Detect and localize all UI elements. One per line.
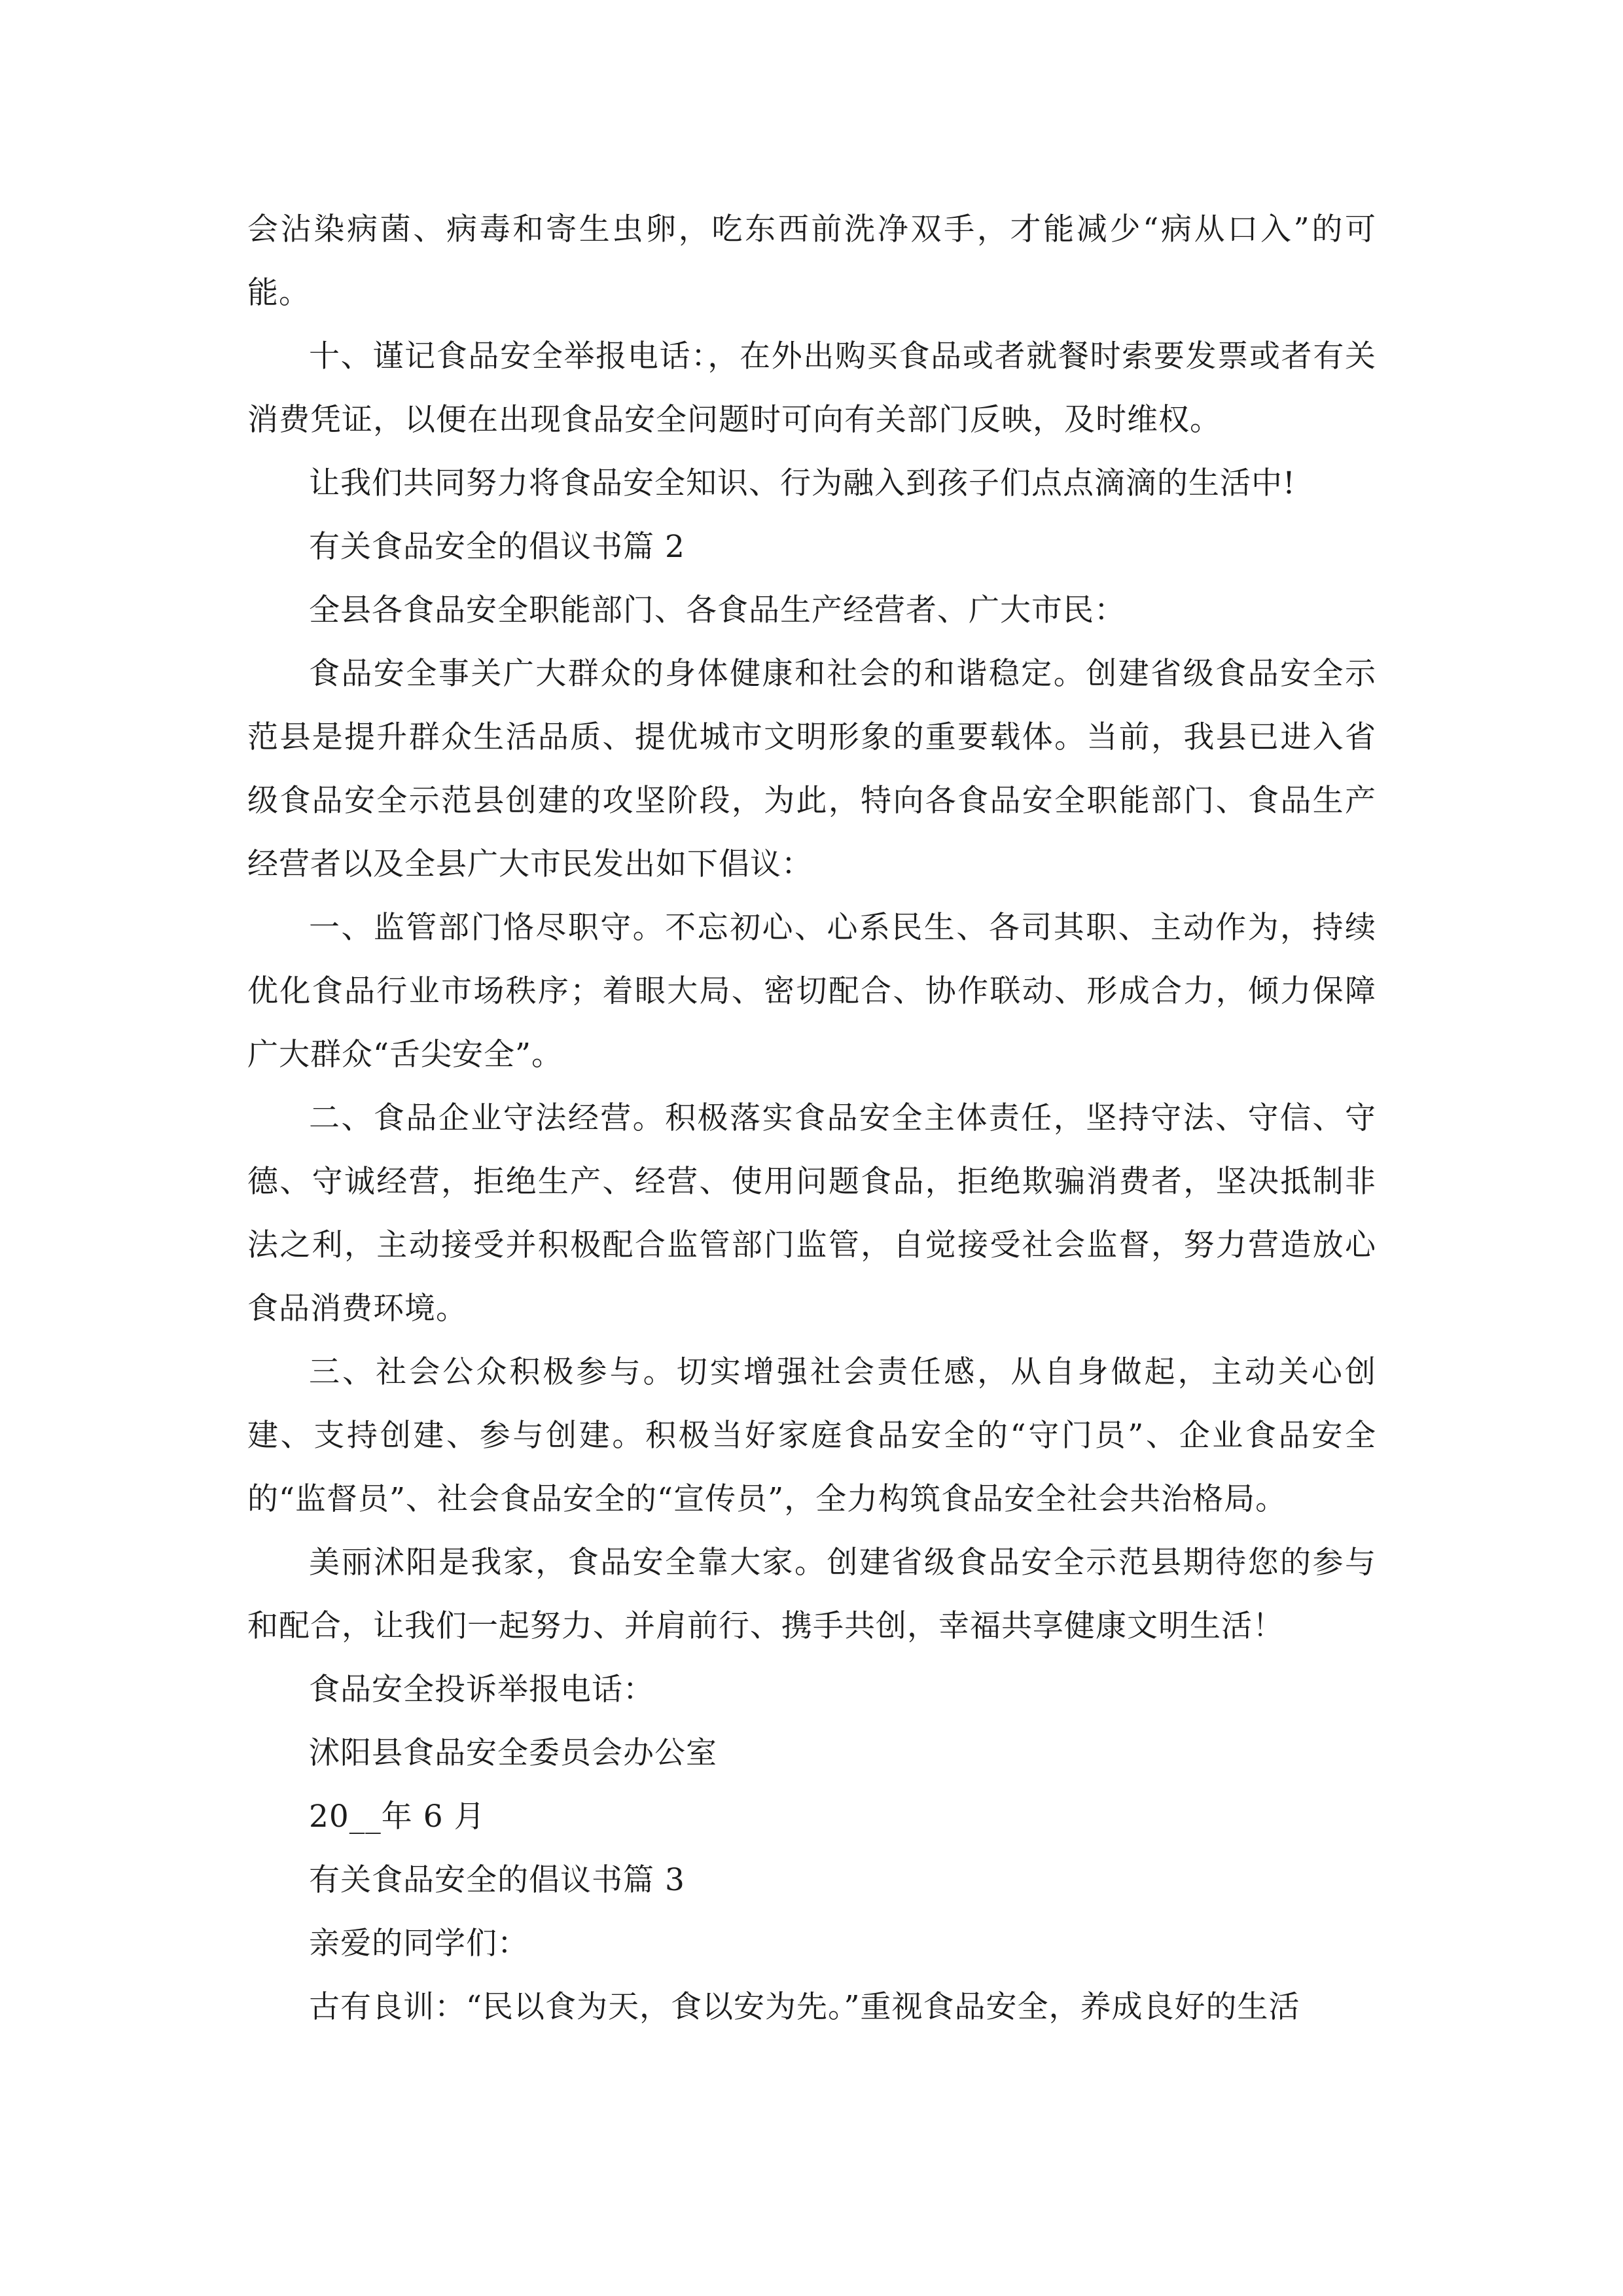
section-heading: 有关食品安全的倡议书篇 3 — [309, 1862, 685, 1898]
paragraph: 让我们共同努力将食品安全知识、行为融入到孩子们点点滴滴的生活中! — [309, 465, 1296, 501]
paragraph: 二、食品企业守法经营。积极落实食品安全主体责任，坚持守法、守信、守德、守诚经营，拒绝生产、经营、使用问题食品，拒绝欺骗消费者，坚决抵制非法之利，主动接受并积极配合监管部门监管，自觉接受社会监督，努力营造放心食品消费环境。 — [247, 1100, 1376, 1327]
document-body — [247, 198, 1376, 2039]
signature-date: 20__年 6 月 — [309, 1799, 486, 1835]
paragraph: 一、监管部门恪尽职守。不忘初心、心系民生、各司其职、主动作为，持续优化食品行业市场秩序；着眼大局、密切配合、协作联动、形成合力，倾力保障广大群众“舌尖安全”。 — [247, 910, 1376, 1073]
paragraph: 食品安全事关广大群众的身体健康和社会的和谐稳定。创建省级食品安全示范县是提升群众生活品质、提优城市文明形象的重要载体。当前，我县已进入省级食品安全示范县创建的攻坚阶段，为此，特向各食品安全职能部门、食品生产经营者以及全县广大市民发出如下倡议： — [247, 656, 1376, 882]
hotline-line: 食品安全投诉举报电话： — [309, 1672, 654, 1708]
salutation: 亲爱的同学们： — [309, 1926, 529, 1962]
paragraph: 会沾染病菌、病毒和寄生虫卵，吃东西前洗净双手，才能减少“病从口入”的可能。 — [247, 211, 1376, 311]
paragraph: 十、谨记食品安全举报电话：，在外出购买食品或者就餐时索要发票或者有关消费凭证，以便在出现食品安全问题时可向有关部门反映，及时维权。 — [247, 338, 1376, 438]
salutation: 全县各食品安全职能部门、各食品生产经营者、广大市民： — [309, 592, 1126, 628]
paragraph: 美丽沭阳是我家，食品安全靠大家。创建省级食品安全示范县期待您的参与和配合，让我们一起努力、并肩前行、携手共创，幸福共享健康文明生活！ — [247, 1545, 1376, 1644]
signature-office: 沭阳县食品安全委员会办公室 — [309, 1735, 717, 1771]
paragraph: 古有良训：“民以食为天，食以安为先。”重视食品安全，养成良好的生活 — [309, 1989, 1300, 2025]
paragraph: 三、社会公众积极参与。切实增强社会责任感，从自身做起，主动关心创建、支持创建、参与创建。积极当好家庭食品安全的“守门员”、企业食品安全的“监督员”、社会食品安全的“宣传员”，全力构筑食品安全社会共治格局。 — [247, 1354, 1376, 1517]
section-heading: 有关食品安全的倡议书篇 2 — [309, 529, 685, 565]
